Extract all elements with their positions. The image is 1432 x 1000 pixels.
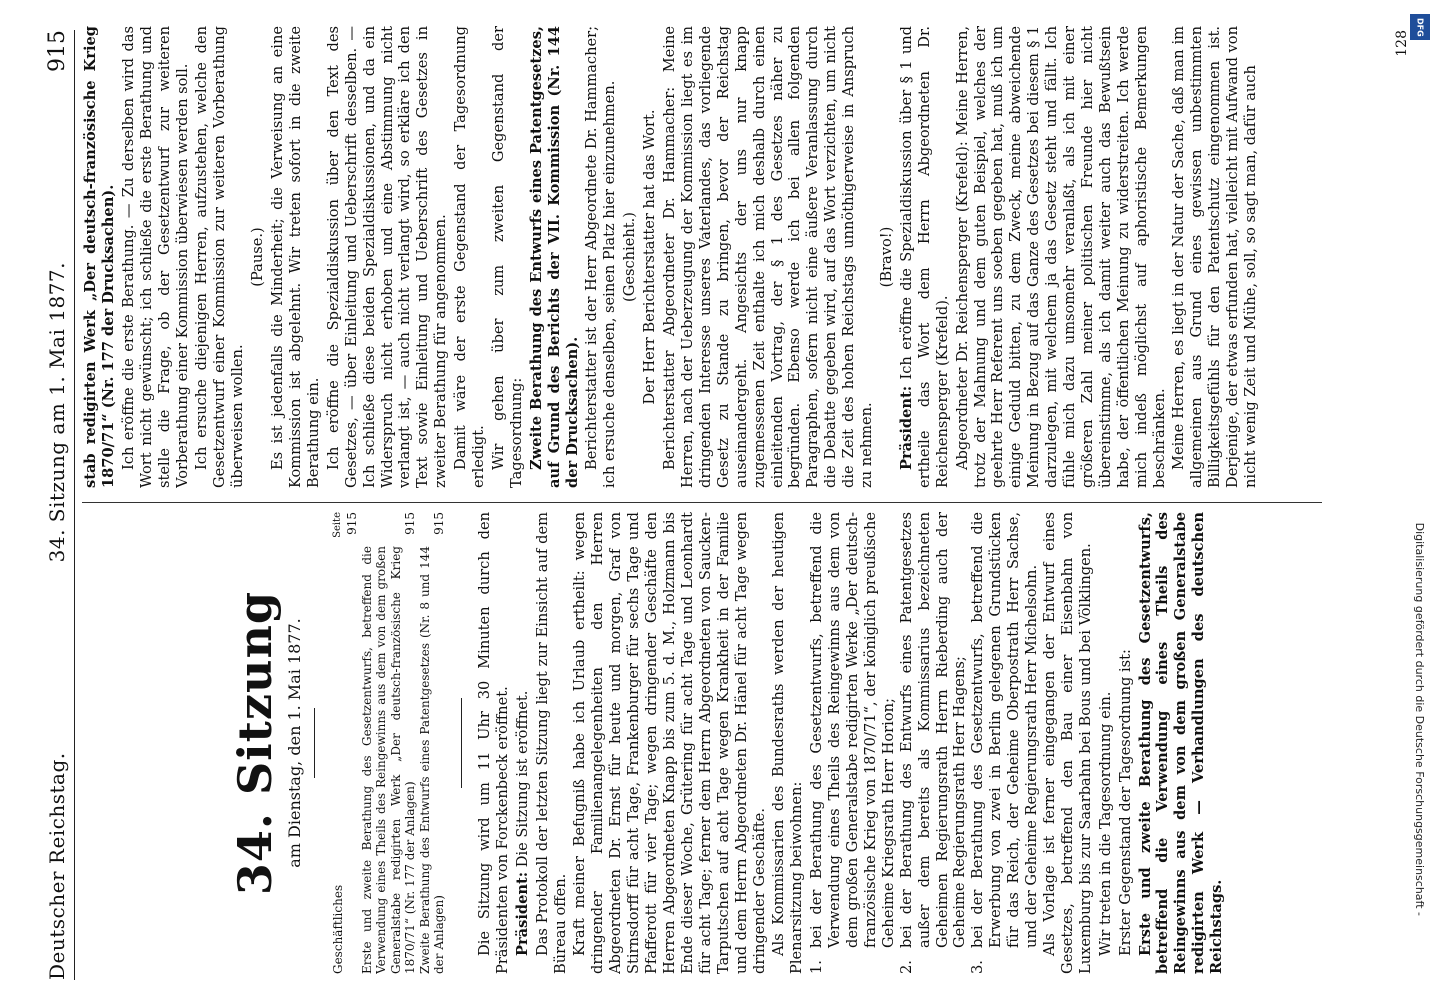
header-session: 34. Sitzung am 1. Mai 1877.: [45, 262, 69, 563]
item-number: 2.: [897, 960, 915, 974]
item-text: bei der Berathung des Gesetzentwurfs, betreffend die Erwerbung von zwei in Berlin gelegenen Grundstücken für das Reich, der Geheime Oberpostrath Herr Sachse, und der Geheime Regierungsrath Herr Michelsohn.: [969, 512, 1041, 948]
column-divider: [82, 502, 1322, 503]
stage-direction: (Geschieht.): [621, 212, 639, 302]
item-number: 3.: [969, 960, 987, 974]
president-statement: [514, 512, 532, 974]
running-header: [42, 30, 72, 980]
item-number: 1.: [808, 960, 826, 974]
toc-header-row: [331, 512, 346, 974]
body-paragraph: Wir treten in die Tagesordnung ein.: [1096, 691, 1114, 956]
signature-mark: 128: [1394, 30, 1410, 57]
session-title: 34. Sitzung: [228, 590, 282, 896]
statement-text: Ich eröffne die Spezialdiskussion über § 1 und ertheile das Wort dem Herrn Abgeordneten Dr. Reichensperger (Krefeld).: [897, 26, 951, 488]
left-column: [82, 512, 1322, 974]
session-date: am Dienstag, den 1. Mai 1877.: [285, 618, 304, 868]
commissioner-item: [969, 512, 1041, 974]
body-paragraph: Das Protokoll der letzten Sitzung liegt zur Einsicht auf dem Büreau offen.: [533, 512, 569, 974]
item-text: bei der Berathung des Entwurfs eines Patentgesetzes außer dem bereits als Kommissarius bezeichneten Geheimen Regierungsrath Herrn Rieberding auch der Geheime Regierungsrath Herr Hagens;: [897, 512, 969, 948]
deputy-speech: Meine Herren, es liegt in der Natur der Sache, daß man im allgemeinen aus Grund eines gewissen unbestimmten Billigkeitsgefühls für den Patentschutz eingenommen ist. Derjenige, der etwas erfunden hat, vielleicht mit Aufwand von nicht wenig Zeit und Mühe, soll, so sagt man, dafür auch: [1170, 26, 1260, 488]
section-rule: [461, 698, 462, 788]
toc-entry-page: 915: [432, 512, 447, 535]
header-publication: Deutscher Reichstag.: [45, 752, 69, 980]
toc-entry: [360, 512, 418, 974]
title-rule: [314, 708, 315, 778]
deputy-speech: Abgeordneter Dr. Reichensperger (Krefeld): Meine Herren, trotz der Mahnung und dem guten Beispiel, welches der geehrte Herr Referent uns soeben gegeben hat, muß ich um einige Geduld bitten, zu dem Zweck, meine abweichende Meinung in Bezug auf das Ganze des Gesetzes bei diesem § 1 darzulegen, mit welchem ja das Gesetz steht und fällt. Ich fühle mich dazu umsomehr veranlaßt, als ich mit einer größeren Zahl meiner politischen Freunde hier nicht übereinstimme, als ich damit weiter auch das Bewußtsein habe, der öffentlichen Meinung zu widerstreiten. Ich werde mich indeß möglichst auf aphoristische Bemerkungen beschränken.: [953, 26, 1168, 488]
toc-entry: [418, 512, 447, 974]
toc-entry-page: 915: [403, 512, 418, 535]
header-rule: [74, 30, 75, 980]
rapporteur-speech: Berichterstatter Abgeordneter Dr. Hammacher: Meine Herren, nach der Ueberzeugung der Kommission liegt es im dringenden Interesse unseres Vaterlandes, das vorliegende Gesetz zu Stande zu bringen, bevor der Reichstag auseinandergeht. Angesichts der uns nur knapp zugemessenen Zeit enthalte ich mich deshalb durch einen einleitenden Vortrag, der § 1 des Gesetzes näher zu begründen. Ebenso werde ich bei allen folgenden Paragraphen, sofern nicht eine äußere Veranlassung durch die Debatte gegeben wird, auf das Wort verzichten, um nicht die Zeit des hohen Reichstags unnöthigerweise in Anspruch zu nehmen.: [661, 26, 876, 488]
toc-entry-text: Zweite Berathung des Entwurfs eines Patentgesetzes (Nr. 8 und 144 der Anlagen): [417, 546, 447, 974]
commissioner-item: [808, 512, 898, 974]
toc-label-business: Geschäftliches: [330, 884, 345, 974]
body-paragraph: Ich eröffne die erste Berathung. — Zu derselben wird das Wort nicht gewünscht; ich schließe die erste Berathung und stelle die Frage, ob der Gesetzentwurf zur weiteren Vorberathung einer Kommission überwiesen werden soll.: [119, 26, 191, 488]
body-paragraph: Als Vorlage ist ferner eingegangen der Entwurf eines Gesetzes, betreffend den Bau einer Eisenbahn von Luxemburg bis zur Saarbahn bei Bous und bei Völklingen.: [1041, 512, 1094, 974]
body-paragraph: Der Herr Berichterstatter hat das Wort.: [641, 109, 659, 405]
funding-credit-strip: [1406, 6, 1432, 996]
body-paragraph: Ich ersuche diejenigen Herren, aufzustehen, welche den Gesetzentwurf einer Kommission zur weiteren Vorberathung überweisen wollen.: [193, 26, 247, 488]
toc-business-page: 915: [345, 512, 360, 535]
page-number: 915: [44, 30, 70, 72]
body-paragraph: Ich eröffne die Spezialdiskussion über den Text des Gesetzes, — über Einleitung und Ueberschrift desselben. — Ich schließe diese beiden Spezialdiskussionen, und da ein Widerspruch nicht erhoben und eine Abstimmung nicht verlangt ist, — auch nicht verlangt wird, so erkläre ich den Text sowie Einleitung und Ueberschrift des Gesetzes in zweiter Berathung für angenommen.: [324, 26, 450, 488]
body-paragraph: Erster Gegenstand der Tagesordnung ist:: [1116, 649, 1134, 956]
stage-direction: (Pause.): [249, 227, 267, 287]
statement-text: Die Sitzung ist eröffnet.: [513, 690, 531, 868]
president-statement: [898, 26, 952, 488]
body-paragraph: Als Kommissarien des Bundesraths werden der heutigen Plenarsitzung beiwohnen:: [770, 512, 806, 974]
speaker-label: Präsident:: [513, 871, 531, 956]
body-paragraph: Wir gehen über zum zweiten Gegenstand der Tagesordnung:: [489, 26, 525, 488]
toc-business-page-row: [345, 512, 360, 974]
agenda-continuation: stab redigirten Werk „Der deutsch-französische Krieg 1870/71“ (Nr. 177 der Drucksachen).: [82, 26, 117, 488]
speaker-label: Präsident:: [897, 385, 915, 470]
agenda-item: Erste und zweite Berathung des Gesetzentwurfs, betreffend die Verwendung eines Theils des Reingewinns aus dem von dem großen Generalstabe redigirten Werk — Verhandlungen des deutschen Reichstags.: [1136, 512, 1226, 974]
body-paragraph: Damit wäre der erste Gegenstand der Tagesordnung erledigt.: [452, 26, 488, 488]
commissioner-item: [898, 512, 970, 974]
toc-seite-label: Seite: [331, 512, 343, 538]
opening-paragraph: Die Sitzung wird um 11 Uhr 30 Minuten durch den Präsidenten von Forckenbeck eröffnet.: [475, 512, 511, 974]
item-text: bei der Berathung des Gesetzentwurfs, betreffend die Verwendung eines Theils des Reingewinns aus dem von dem großen Generalstabe redigirten Werke „Der deutsch-französische Krieg von 1870/71“, der königlich preußische Geheime Kriegsrath Herr Horion;: [808, 512, 897, 948]
body-paragraph: Kraft meiner Befugniß habe ich Urlaub ertheilt: wegen dringender Familienangelegenheiten den Herren Abgeordneten Dr. Ernst für heute und morgen, Graf von Stirnsdorff für acht Tage, Frankenburger für sechs Tage und Pfafferott für vier Tage; wegen dringender Geschäfte den Herren Abgeordneten Knapp bis zum 5. d. M., Holzmann bis Ende dieser Woche, Grütering für acht Tage und Leonhardt für acht Tage; ferner dem Herrn Abgeordneten von Saucken-Tarputschen auf acht Tage wegen Krankheit in der Familie und dem Herrn Abgeordneten Dr. Hänel für acht Tage wegen dringender Geschäfte.: [571, 512, 768, 974]
body-paragraph: Es ist jedenfalls die Minderheit; die Verweisung an eine Kommission ist abgelehnt. Wir treten sofort in die zweite Berathung ein.: [269, 26, 322, 488]
stage-direction: (Bravo!): [877, 226, 895, 288]
agenda-item: Zweite Berathung des Entwurfs eines Patentgesetzes, auf Grund des Berichts der VII. Kommission (Nr. 144 der Drucksachen).: [527, 26, 581, 488]
body-paragraph: Berichterstatter ist der Herr Abgeordnete Dr. Hammacher; ich ersuche denselben, seinen Platz hier einzunehmen.: [583, 26, 619, 488]
right-column: [82, 26, 1322, 488]
dfg-logo-icon: DFG: [1410, 14, 1430, 40]
funding-credit-text: Digitalisierung gefördert durch die Deutsche Forschungsgemeinschaft -: [1413, 522, 1426, 916]
toc-entry-text: Erste und zweite Berathung des Gesetzentwurfs, betreffend die Verwendung eines Theils des Reingewinns aus dem von dem großen Generalstabe redigirten Werk „Der deutsch-französische Krieg 1870/71“ (Nr. 177 der Anlagen): [359, 546, 418, 974]
